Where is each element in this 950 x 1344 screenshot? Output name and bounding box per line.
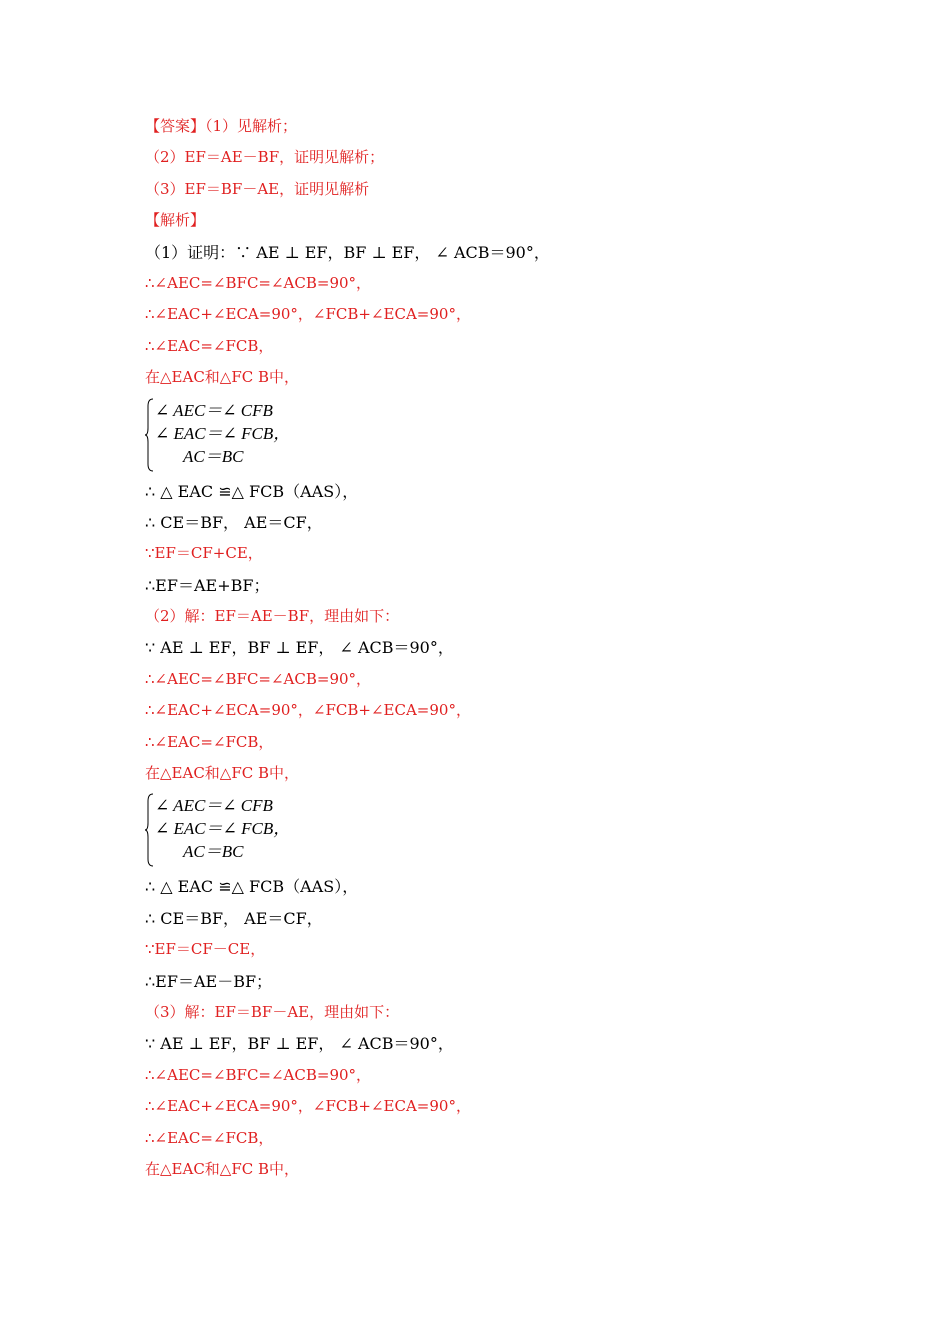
analysis-heading: 【解析】 (145, 211, 206, 230)
part2-step-3: ∴∠EAC=∠FCB， (145, 732, 274, 751)
part3-step-1: ∴∠AEC=∠BFC=∠ACB=90°， (145, 1065, 372, 1084)
part1-step-2: ∴∠EAC+∠ECA=90°，∠FCB+∠ECA=90°， (145, 305, 471, 324)
part1-given: （1）证明：∵ AE ⊥ EF，BF ⊥ EF， ∠ ACB＝90°， (145, 242, 550, 262)
system-row: ∠ AEC＝∠ CFB (155, 400, 273, 420)
part2-conclusion: ∴EF＝AE－BF； (145, 971, 273, 991)
part3-in-triangles: 在△EAC和△FC B中， (145, 1159, 300, 1178)
part2-step-2: ∴∠EAC+∠ECA=90°，∠FCB+∠ECA=90°， (145, 701, 471, 720)
part2-equal-sides: ∴ CE＝BF， AE＝CF， (145, 908, 323, 928)
part1-step-3: ∴∠EAC=∠FCB， (145, 336, 274, 355)
answer-line-1: 【答案】（1）见解析； (145, 117, 298, 135)
solution-content (145, 111, 865, 1185)
part3-step-2: ∴∠EAC+∠ECA=90°，∠FCB+∠ECA=90°， (145, 1097, 471, 1116)
part1-congruence: ∴ △ EAC ≌△ FCB（AAS）， (145, 481, 359, 501)
part2-step-1: ∴∠AEC=∠BFC=∠ACB=90°， (145, 669, 372, 688)
part3-claim: （3）解：EF＝BF－AE，理由如下： (145, 1002, 400, 1021)
part2-claim: （2）解：EF＝AE－BF，理由如下： (145, 607, 400, 626)
left-brace-icon (145, 793, 155, 867)
system-row: ∠ EAC＝∠ FCB， (155, 819, 291, 839)
system-row: ∠ EAC＝∠ FCB， (155, 423, 291, 443)
part1-in-triangles: 在△EAC和△FC B中， (145, 368, 300, 387)
part2-in-triangles: 在△EAC和△FC B中， (145, 764, 300, 783)
answer-line-3: （3）EF＝BF－AE，证明见解析 (145, 179, 370, 198)
answer-line-2: （2）EF＝AE－BF，证明见解析； (145, 148, 385, 167)
equation-system-1 (145, 398, 865, 474)
system-row: AC＝BC (183, 446, 244, 466)
part2-given: ∵ AE ⊥ EF，BF ⊥ EF， ∠ ACB＝90°， (145, 638, 454, 658)
part3-step-3: ∴∠EAC=∠FCB， (145, 1128, 274, 1147)
part2-difference: ∵EF＝CF－CE， (145, 940, 266, 959)
part1-step-1: ∴∠AEC=∠BFC=∠ACB=90°， (145, 273, 372, 292)
part1-sum: ∵EF＝CF+CE， (145, 544, 263, 563)
system-row: ∠ AEC＝∠ CFB (155, 796, 273, 816)
part3-given: ∵ AE ⊥ EF，BF ⊥ EF， ∠ ACB＝90°， (145, 1034, 454, 1054)
part1-conclusion: ∴EF＝AE+BF； (145, 575, 270, 595)
system-row: AC＝BC (183, 842, 244, 862)
part2-congruence: ∴ △ EAC ≌△ FCB（AAS）， (145, 877, 359, 897)
equation-system-2 (145, 793, 865, 869)
left-brace-icon (145, 398, 155, 472)
part1-equal-sides: ∴ CE＝BF， AE＝CF， (145, 512, 323, 532)
